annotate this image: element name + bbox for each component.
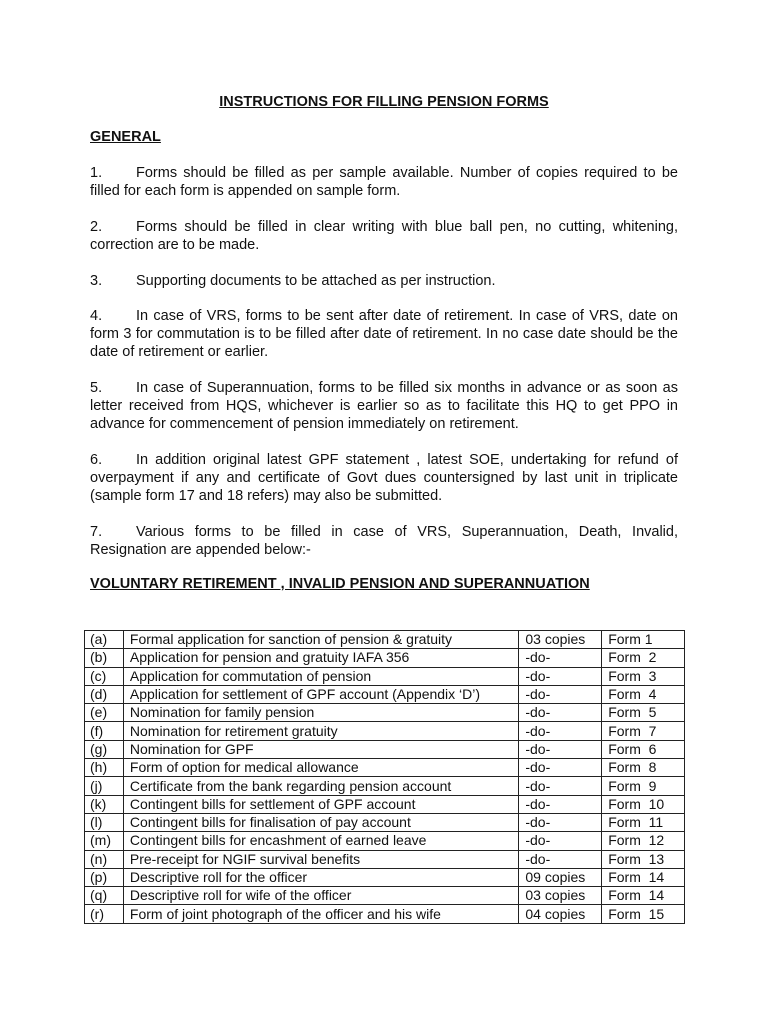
table-row	[85, 704, 685, 722]
row-copies: -do-	[519, 777, 602, 795]
paragraph-text: Various forms to be filled in case of VRS, Superannuation, Death, Invalid, Resignation are appended below:-	[90, 524, 678, 558]
table-row	[85, 887, 685, 905]
paragraph-number: 7.	[90, 524, 103, 540]
table-row	[85, 685, 685, 703]
paragraph-text: Forms should be filled as per sample available. Number of copies required to be filled for each form is appended on sample form.	[90, 165, 678, 199]
row-description: Nomination for family pension	[123, 704, 518, 722]
row-form-number: Form 1	[602, 631, 685, 649]
row-serial: (k)	[85, 795, 124, 813]
row-copies: -do-	[519, 813, 602, 831]
row-serial: (h)	[85, 759, 124, 777]
row-description: Contingent bills for settlement of GPF account	[123, 795, 518, 813]
row-description: Form of option for medical allowance	[123, 759, 518, 777]
paragraph-6	[90, 451, 678, 505]
table-row	[85, 795, 685, 813]
paragraph-5	[90, 379, 678, 433]
row-form-number: Form 2	[602, 649, 685, 667]
row-serial: (d)	[85, 685, 124, 703]
row-form-number: Form 14	[602, 868, 685, 886]
paragraph-text: Supporting documents to be attached as per instruction.	[136, 273, 496, 289]
row-serial: (p)	[85, 868, 124, 886]
row-form-number: Form 15	[602, 905, 685, 923]
row-form-number: Form 8	[602, 759, 685, 777]
row-form-number: Form 14	[602, 887, 685, 905]
row-serial: (a)	[85, 631, 124, 649]
row-serial: (j)	[85, 777, 124, 795]
row-description: Nomination for GPF	[123, 740, 518, 758]
paragraph-text: Forms should be filled in clear writing with blue ball pen, no cutting, whitening, correction are to be made.	[90, 219, 678, 253]
row-form-number: Form 5	[602, 704, 685, 722]
paragraph-number: 1.	[90, 165, 103, 181]
row-copies: -do-	[519, 832, 602, 850]
paragraph-number: 3.	[90, 273, 103, 289]
row-description: Pre-receipt for NGIF survival benefits	[123, 850, 518, 868]
row-copies: -do-	[519, 685, 602, 703]
pension-forms-table	[84, 630, 685, 924]
row-form-number: Form 3	[602, 667, 685, 685]
table-row	[85, 667, 685, 685]
paragraph-text: In case of VRS, forms to be sent after date of retirement. In case of VRS, date on form 3 for commutation is to be filled after date of retirement. In no case date should be the date of retirement or earlier.	[90, 308, 678, 360]
paragraph-text: In addition original latest GPF statement , latest SOE, undertaking for refund of overpayment if any and certificate of Govt dues countersigned by last unit in triplicate (sample form 17 and 18 refers) may also be submitted.	[90, 452, 678, 504]
row-copies: -do-	[519, 667, 602, 685]
row-form-number: Form 4	[602, 685, 685, 703]
row-copies: -do-	[519, 759, 602, 777]
row-serial: (b)	[85, 649, 124, 667]
paragraph-3	[90, 272, 678, 290]
row-description: Contingent bills for finalisation of pay account	[123, 813, 518, 831]
row-form-number: Form 11	[602, 813, 685, 831]
paragraph-number: 4.	[90, 308, 103, 324]
paragraph-number: 5.	[90, 380, 103, 396]
row-serial: (l)	[85, 813, 124, 831]
paragraph-number: 6.	[90, 452, 103, 468]
row-copies: -do-	[519, 850, 602, 868]
row-description: Form of joint photograph of the officer and his wife	[123, 905, 518, 923]
row-serial: (f)	[85, 722, 124, 740]
paragraph-7	[90, 523, 678, 559]
paragraph-2	[90, 218, 678, 254]
row-copies: 09 copies	[519, 868, 602, 886]
row-copies: -do-	[519, 704, 602, 722]
row-form-number: Form 10	[602, 795, 685, 813]
paragraph-4	[90, 307, 678, 361]
row-description: Application for commutation of pension	[123, 667, 518, 685]
table-row	[85, 759, 685, 777]
row-description: Application for pension and gratuity IAFA 356	[123, 649, 518, 667]
vrs-section-heading: VOLUNTARY RETIREMENT , INVALID PENSION AND SUPERANNUATION	[90, 576, 590, 592]
row-description: Contingent bills for encashment of earned leave	[123, 832, 518, 850]
row-description: Nomination for retirement gratuity	[123, 722, 518, 740]
row-copies: 03 copies	[519, 631, 602, 649]
row-copies: -do-	[519, 795, 602, 813]
table-row	[85, 832, 685, 850]
row-serial: (n)	[85, 850, 124, 868]
row-serial: (g)	[85, 740, 124, 758]
row-description: Descriptive roll for the officer	[123, 868, 518, 886]
table-row	[85, 649, 685, 667]
row-serial: (e)	[85, 704, 124, 722]
row-form-number: Form 7	[602, 722, 685, 740]
row-form-number: Form 12	[602, 832, 685, 850]
row-form-number: Form 13	[602, 850, 685, 868]
table-row	[85, 868, 685, 886]
paragraph-1	[90, 164, 678, 200]
row-copies: -do-	[519, 722, 602, 740]
row-form-number: Form 9	[602, 777, 685, 795]
row-description: Descriptive roll for wife of the officer	[123, 887, 518, 905]
row-copies: 04 copies	[519, 905, 602, 923]
row-description: Certificate from the bank regarding pension account	[123, 777, 518, 795]
table-row	[85, 777, 685, 795]
row-serial: (q)	[85, 887, 124, 905]
table-row	[85, 850, 685, 868]
table-row	[85, 722, 685, 740]
row-copies: -do-	[519, 649, 602, 667]
table-row	[85, 905, 685, 923]
table-row	[85, 813, 685, 831]
paragraph-text: In case of Superannuation, forms to be filled six months in advance or as soon as letter received from HQS, whichever is earlier so as to facilitate this HQ to get PPO in advance for commencement of pension immediately on retirement.	[90, 380, 678, 432]
table-row	[85, 740, 685, 758]
row-serial: (m)	[85, 832, 124, 850]
document-title: INSTRUCTIONS FOR FILLING PENSION FORMS	[219, 94, 549, 110]
general-heading: GENERAL	[90, 129, 161, 145]
row-description: Application for settlement of GPF account (Appendix ‘D’)	[123, 685, 518, 703]
paragraph-number: 2.	[90, 219, 103, 235]
row-serial: (c)	[85, 667, 124, 685]
row-form-number: Form 6	[602, 740, 685, 758]
row-serial: (r)	[85, 905, 124, 923]
row-copies: 03 copies	[519, 887, 602, 905]
table-row	[85, 631, 685, 649]
row-copies: -do-	[519, 740, 602, 758]
row-description: Formal application for sanction of pension & gratuity	[123, 631, 518, 649]
